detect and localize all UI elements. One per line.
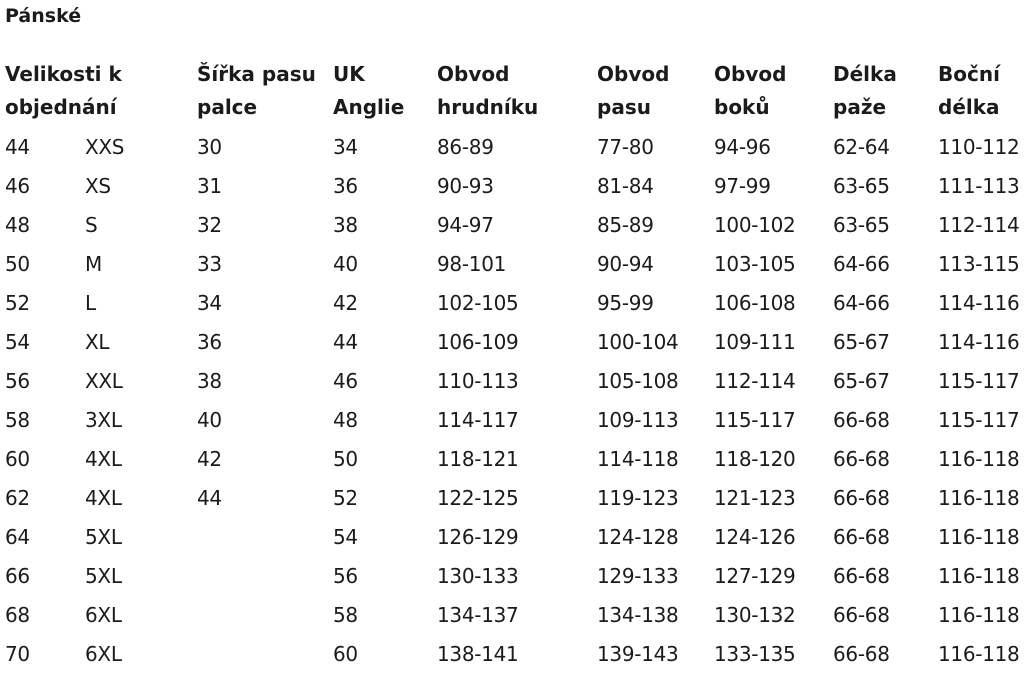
header-waist-line2: pasu: [597, 95, 651, 119]
header-chest: [432, 58, 592, 128]
cell-side-length: 112-114: [938, 213, 1020, 237]
cell-chest: 138-141: [437, 642, 519, 666]
cell-sleeve-length: 66-68: [833, 408, 890, 432]
cell-eu-size: 52: [5, 291, 30, 315]
cell-waist: 85-89: [597, 213, 654, 237]
cell-uk-size: 34: [333, 135, 358, 159]
header-waist-line1: Obvod: [597, 62, 670, 86]
cell-side-length: 110-112: [938, 135, 1020, 159]
cell-letter-size: XL: [85, 330, 110, 354]
cell-chest: 134-137: [437, 603, 519, 627]
cell-eu-size: 56: [5, 369, 30, 393]
cell-letter-size: 6XL: [85, 603, 122, 627]
cell-sleeve-length: 66-68: [833, 564, 890, 588]
cell-sleeve-length: 66-68: [833, 525, 890, 549]
cell-uk-size: 60: [333, 642, 358, 666]
cell-chest: 130-133: [437, 564, 519, 588]
cell-eu-size: 64: [5, 525, 30, 549]
cell-hips: 133-135: [714, 642, 796, 666]
cell-uk-size: 48: [333, 408, 358, 432]
cell-chest: 118-121: [437, 447, 519, 471]
cell-sleeve-length: 66-68: [833, 642, 890, 666]
cell-waist: 105-108: [597, 369, 679, 393]
cell-waist-inches: [192, 635, 328, 674]
cell-letter-size: 4XL: [85, 447, 122, 471]
table-row: [0, 401, 1025, 440]
cell-letter-size: M: [85, 252, 102, 276]
cell-hips: 115-117: [714, 408, 796, 432]
cell-eu-size: 62: [5, 486, 30, 510]
header-sleeve-length-line1: Délka: [833, 62, 897, 86]
table-row: [0, 128, 1025, 167]
cell-chest: 110-113: [437, 369, 519, 393]
cell-uk-size: 36: [333, 174, 358, 198]
table-row: [0, 440, 1025, 479]
cell-waist-inches: 36: [197, 330, 222, 354]
cell-side-length: 115-117: [938, 408, 1020, 432]
cell-waist: 119-123: [597, 486, 679, 510]
cell-side-length: 114-116: [938, 330, 1020, 354]
header-uk-size: [328, 58, 432, 128]
cell-waist-inches: 44: [197, 486, 222, 510]
header-waist-inches-line2: palce: [197, 95, 258, 119]
header-side-length-line1: Boční: [938, 62, 1000, 86]
header-waist: [592, 58, 709, 128]
header-sleeve-length: [828, 58, 933, 128]
header-side-length-line2: délka: [938, 95, 1000, 119]
size-chart-header: [0, 58, 1025, 128]
cell-waist: 100-104: [597, 330, 679, 354]
cell-waist-inches: [192, 518, 328, 557]
cell-eu-size: 54: [5, 330, 30, 354]
cell-uk-size: 50: [333, 447, 358, 471]
cell-hips: 106-108: [714, 291, 796, 315]
header-order-size-line2: objednání: [5, 95, 117, 119]
table-row: [0, 206, 1025, 245]
header-sleeve-length-line2: paže: [833, 95, 887, 119]
cell-sleeve-length: 62-64: [833, 135, 890, 159]
table-row: [0, 362, 1025, 401]
cell-hips: 112-114: [714, 369, 796, 393]
cell-hips: 130-132: [714, 603, 796, 627]
cell-chest: 106-109: [437, 330, 519, 354]
cell-waist: 109-113: [597, 408, 679, 432]
cell-uk-size: 38: [333, 213, 358, 237]
cell-chest: 122-125: [437, 486, 519, 510]
header-side-length: [933, 58, 1025, 128]
cell-waist-inches: 38: [197, 369, 222, 393]
cell-waist-inches: [192, 596, 328, 635]
header-order-size-line1: Velikosti k: [5, 62, 122, 86]
cell-waist: 134-138: [597, 603, 679, 627]
cell-chest: 86-89: [437, 135, 494, 159]
cell-hips: 100-102: [714, 213, 796, 237]
cell-side-length: 116-118: [938, 525, 1020, 549]
cell-waist: 95-99: [597, 291, 654, 315]
table-row: [0, 518, 1025, 557]
cell-waist-inches: 32: [197, 213, 222, 237]
cell-uk-size: 42: [333, 291, 358, 315]
size-chart-body: [0, 128, 1025, 674]
cell-hips: 103-105: [714, 252, 796, 276]
cell-sleeve-length: 65-67: [833, 369, 890, 393]
cell-side-length: 111-113: [938, 174, 1020, 198]
cell-waist: 114-118: [597, 447, 679, 471]
cell-waist-inches: 31: [197, 174, 222, 198]
header-waist-inches: [192, 58, 328, 128]
cell-eu-size: 68: [5, 603, 30, 627]
cell-eu-size: 44: [5, 135, 30, 159]
cell-side-length: 116-118: [938, 486, 1020, 510]
cell-letter-size: S: [85, 213, 98, 237]
cell-sleeve-length: 66-68: [833, 603, 890, 627]
cell-chest: 126-129: [437, 525, 519, 549]
cell-hips: 109-111: [714, 330, 796, 354]
cell-waist-inches: 40: [197, 408, 222, 432]
cell-uk-size: 40: [333, 252, 358, 276]
cell-uk-size: 54: [333, 525, 358, 549]
header-waist-inches-line1: Šířka pasu: [197, 62, 316, 86]
header-order-size: [0, 58, 192, 128]
cell-waist: 124-128: [597, 525, 679, 549]
cell-sleeve-length: 66-68: [833, 486, 890, 510]
cell-sleeve-length: 63-65: [833, 174, 890, 198]
cell-letter-size: 6XL: [85, 642, 122, 666]
cell-waist: 81-84: [597, 174, 654, 198]
table-row: [0, 245, 1025, 284]
cell-letter-size: XXL: [85, 369, 123, 393]
cell-eu-size: 58: [5, 408, 30, 432]
cell-uk-size: 52: [333, 486, 358, 510]
cell-uk-size: 46: [333, 369, 358, 393]
header-chest-line1: Obvod: [437, 62, 510, 86]
cell-sleeve-length: 63-65: [833, 213, 890, 237]
cell-sleeve-length: 65-67: [833, 330, 890, 354]
cell-uk-size: 58: [333, 603, 358, 627]
header-chest-line2: hrudníku: [437, 95, 539, 119]
cell-chest: 98-101: [437, 252, 507, 276]
table-row: [0, 323, 1025, 362]
cell-waist-inches: [192, 557, 328, 596]
cell-waist-inches: 33: [197, 252, 222, 276]
cell-uk-size: 44: [333, 330, 358, 354]
section-title: Pánské: [5, 5, 82, 27]
cell-eu-size: 50: [5, 252, 30, 276]
cell-sleeve-length: 64-66: [833, 252, 890, 276]
cell-hips: 127-129: [714, 564, 796, 588]
cell-hips: 118-120: [714, 447, 796, 471]
cell-letter-size: 5XL: [85, 525, 122, 549]
cell-side-length: 114-116: [938, 291, 1020, 315]
cell-waist-inches: 42: [197, 447, 222, 471]
cell-letter-size: 5XL: [85, 564, 122, 588]
cell-uk-size: 56: [333, 564, 358, 588]
table-row: [0, 557, 1025, 596]
cell-hips: 94-96: [714, 135, 771, 159]
cell-side-length: 116-118: [938, 603, 1020, 627]
header-hips-line2: boků: [714, 95, 770, 119]
cell-hips: 121-123: [714, 486, 796, 510]
cell-hips: 97-99: [714, 174, 771, 198]
cell-side-length: 116-118: [938, 642, 1020, 666]
cell-letter-size: 3XL: [85, 408, 122, 432]
cell-waist-inches: 30: [197, 135, 222, 159]
cell-side-length: 113-115: [938, 252, 1020, 276]
header-uk-size-line1: UK: [333, 62, 365, 86]
header-row: [0, 58, 1025, 128]
cell-letter-size: XXS: [85, 135, 125, 159]
cell-letter-size: 4XL: [85, 486, 122, 510]
table-row: [0, 635, 1025, 674]
table-row: [0, 167, 1025, 206]
table-row: [0, 479, 1025, 518]
cell-side-length: 116-118: [938, 447, 1020, 471]
table-row: [0, 284, 1025, 323]
cell-chest: 90-93: [437, 174, 494, 198]
header-hips-line1: Obvod: [714, 62, 787, 86]
cell-chest: 114-117: [437, 408, 519, 432]
cell-eu-size: 48: [5, 213, 30, 237]
cell-side-length: 116-118: [938, 564, 1020, 588]
cell-waist: 129-133: [597, 564, 679, 588]
cell-side-length: 115-117: [938, 369, 1020, 393]
cell-eu-size: 66: [5, 564, 30, 588]
cell-waist: 90-94: [597, 252, 654, 276]
cell-chest: 94-97: [437, 213, 494, 237]
cell-waist-inches: 34: [197, 291, 222, 315]
cell-eu-size: 46: [5, 174, 30, 198]
cell-eu-size: 70: [5, 642, 30, 666]
cell-chest: 102-105: [437, 291, 519, 315]
cell-hips: 124-126: [714, 525, 796, 549]
cell-eu-size: 60: [5, 447, 30, 471]
cell-sleeve-length: 64-66: [833, 291, 890, 315]
cell-waist: 139-143: [597, 642, 679, 666]
header-uk-size-line2: Anglie: [333, 95, 405, 119]
header-hips: [709, 58, 828, 128]
cell-letter-size: L: [85, 291, 96, 315]
size-chart-table: [0, 58, 1025, 674]
table-row: [0, 596, 1025, 635]
cell-waist: 77-80: [597, 135, 654, 159]
cell-sleeve-length: 66-68: [833, 447, 890, 471]
cell-letter-size: XS: [85, 174, 111, 198]
